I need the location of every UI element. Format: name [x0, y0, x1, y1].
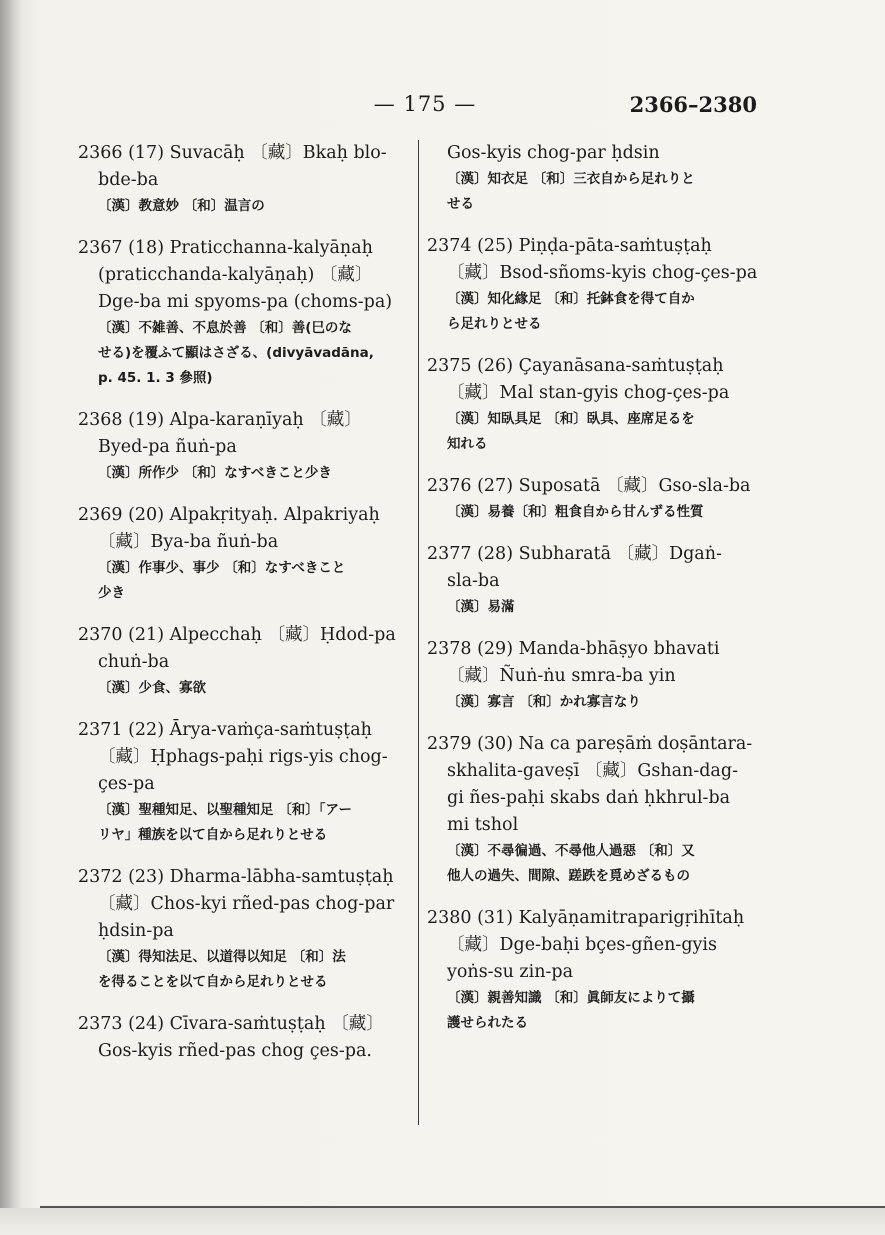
- entry-translation: 〔漢〕知臥具足 〔和〕臥具、座席足るを: [447, 411, 695, 427]
- entry-line: mi tshol: [447, 815, 519, 835]
- dictionary-entry: [427, 353, 759, 457]
- entry-translation: リヤ」種族を以て自から足れりとせる: [98, 827, 328, 843]
- entry-line: ḥdsin-pa: [98, 921, 174, 941]
- dictionary-entry: [427, 636, 759, 715]
- entry-translation: 護せられたる: [447, 1015, 528, 1031]
- dictionary-entry: [78, 407, 410, 486]
- entry-headword: 2367 (18) Praticchanna-kalyāṇaḥ: [78, 238, 373, 258]
- entry-line: 〔藏〕Ñuṅ-ṅu smra-ba yin: [447, 666, 676, 686]
- entry-translation: 〔漢〕不雑善、不息於善 〔和〕善(巳のな: [98, 320, 352, 336]
- entry-line: bde-ba: [98, 170, 159, 190]
- entry-headword: 2369 (20) Alpakṛityaḥ. Alpakriyaḥ: [78, 505, 380, 525]
- entry-translation: 少き: [98, 585, 125, 601]
- entry-line: skhalita-gaveṣī 〔藏〕Gshan-dag-: [447, 761, 738, 781]
- entry-headword: 2373 (24) Cīvara-saṁtuṣṭaḥ 〔藏〕: [78, 1014, 384, 1034]
- entry-headword: Gos-kyis chog-par ḥdsin: [447, 143, 660, 163]
- dictionary-entry: [78, 622, 410, 701]
- entry-line: 〔藏〕Mal stan-gyis chog-çes-pa: [447, 383, 730, 403]
- entry-translation: 〔漢〕知化緣足 〔和〕托鉢食を得て自か: [447, 291, 695, 307]
- entry-translation: 〔漢〕不尋徧過、不尋他人過惡 〔和〕又: [447, 843, 695, 859]
- entry-translation: p. 45. 1. 3 參照): [98, 370, 213, 386]
- entry-translation: 〔漢〕寡言 〔和〕かれ寡言なり: [447, 694, 641, 710]
- dictionary-entry: [427, 905, 759, 1036]
- entry-translation: 〔漢〕得知法足、以道得以知足 〔和〕法: [98, 949, 346, 965]
- entry-headword: 2377 (28) Subharatā 〔藏〕Dgaṅ-: [427, 544, 722, 564]
- entry-line: Gos-kyis rñed-pas chog çes-pa.: [98, 1041, 372, 1061]
- entry-translation: 〔漢〕少食、寡欲: [98, 680, 206, 696]
- page-number: — 175 —: [373, 92, 477, 116]
- entry-translation: を得ることを以て自から足れりとせる: [98, 974, 328, 990]
- entry-headword: 2372 (23) Dharma-lābha-samtuṣṭaḥ: [78, 867, 394, 887]
- entry-translation: 〔漢〕作事少、事少 〔和〕なすべきこと: [98, 560, 346, 576]
- entry-translation: 〔漢〕所作少 〔和〕なすべきこと少き: [98, 465, 332, 481]
- dictionary-entry: [78, 235, 410, 391]
- entry-line: gi ñes-paḥi skabs daṅ ḥkhrul-ba: [447, 788, 731, 808]
- entry-line: 〔藏〕Ḥphags-paḥi rigs-yis chog-: [98, 747, 388, 767]
- entry-line: 〔藏〕Chos-kyi rñed-pas chog-par: [98, 894, 395, 914]
- right-column: [427, 140, 759, 1052]
- entry-headword: 2380 (31) Kalyāṇamitraparigṛihītaḥ: [427, 908, 745, 928]
- entry-translation: 他人の過失、間隙、蹉跌を覓めざるもの: [447, 868, 690, 884]
- dictionary-entry: [427, 473, 759, 525]
- entry-translation: せる)を覆ふて顯はさざる、(divyāvadāna,: [98, 345, 374, 361]
- entry-line: chuṅ-ba: [98, 652, 170, 672]
- dictionary-entry: [78, 864, 410, 995]
- entry-translation: 〔漢〕易滿: [447, 599, 515, 615]
- dictionary-entry: [427, 233, 759, 337]
- left-column: [78, 140, 410, 1081]
- entry-line: (praticchanda-kalyāṇaḥ) 〔藏〕: [98, 265, 373, 285]
- entry-translation: ら足れりとせる: [447, 316, 542, 332]
- entry-line: 〔藏〕Bya-ba ñuṅ-ba: [98, 532, 279, 552]
- entry-line: Dge-ba mi spyoms-pa (choms-pa): [98, 292, 393, 312]
- entry-translation: 〔漢〕易養〔和〕粗食自から甘んずる性質: [447, 504, 704, 520]
- dictionary-entry: [78, 1011, 410, 1065]
- entry-line: Byed-pa ñuṅ-pa: [98, 437, 237, 457]
- entry-line: yoṅs-su zin-pa: [447, 962, 574, 982]
- entry-headword: 2370 (21) Alpecchaḥ 〔藏〕Ḥdod-pa: [78, 625, 396, 645]
- entry-range: 2366–2380: [629, 92, 757, 117]
- entry-headword: 2375 (26) Çayanāsana-saṁtuṣṭaḥ: [427, 356, 724, 376]
- entry-headword: 2379 (30) Na ca pareṣāṁ doṣāntara-: [427, 734, 753, 754]
- entry-headword: 2366 (17) Suvacāḥ 〔藏〕Bkaḥ blo-: [78, 143, 387, 163]
- entry-headword: 2368 (19) Alpa-karaṇīyaḥ 〔藏〕: [78, 410, 362, 430]
- entry-line: 〔藏〕Bsod-sñoms-kyis chog-çes-pa: [447, 263, 758, 283]
- entry-headword: 2374 (25) Piṇḍa-pāta-saṁtuṣṭaḥ: [427, 236, 712, 256]
- dictionary-entry: [427, 140, 759, 217]
- dictionary-entry: [427, 541, 759, 620]
- entry-translation: 〔漢〕聖種知足、以聖種知足 〔和〕「アー: [98, 802, 353, 818]
- entry-headword: 2371 (22) Ārya-vaṁça-saṁtuṣṭaḥ: [78, 720, 372, 740]
- entry-line: çes-pa: [98, 774, 155, 794]
- entry-headword: 2376 (27) Suposatā 〔藏〕Gso-sla-ba: [427, 476, 751, 496]
- dictionary-entry: [78, 717, 410, 848]
- entry-line: 〔藏〕Dge-baḥi bçes-gñen-gyis: [447, 935, 718, 955]
- binding-shadow: [0, 0, 22, 1235]
- column-divider: [418, 140, 419, 1125]
- entry-headword: 2378 (29) Manda-bhāṣyo bhavati: [427, 639, 720, 659]
- bottom-edge: [0, 1208, 885, 1235]
- entry-translation: 〔漢〕知衣足 〔和〕三衣自から足れりと: [447, 171, 695, 187]
- entry-line: sla-ba: [447, 571, 500, 591]
- entry-translation: せる: [447, 196, 474, 212]
- dictionary-entry: [78, 502, 410, 606]
- dictionary-entry: [78, 140, 410, 219]
- dictionary-entry: [427, 731, 759, 889]
- entry-translation: 〔漢〕親善知識 〔和〕眞師友によりて攝: [447, 990, 695, 1006]
- entry-translation: 知れる: [447, 436, 488, 452]
- page-header: [0, 92, 885, 122]
- entry-translation: 〔漢〕教意妙 〔和〕温言の: [98, 198, 265, 214]
